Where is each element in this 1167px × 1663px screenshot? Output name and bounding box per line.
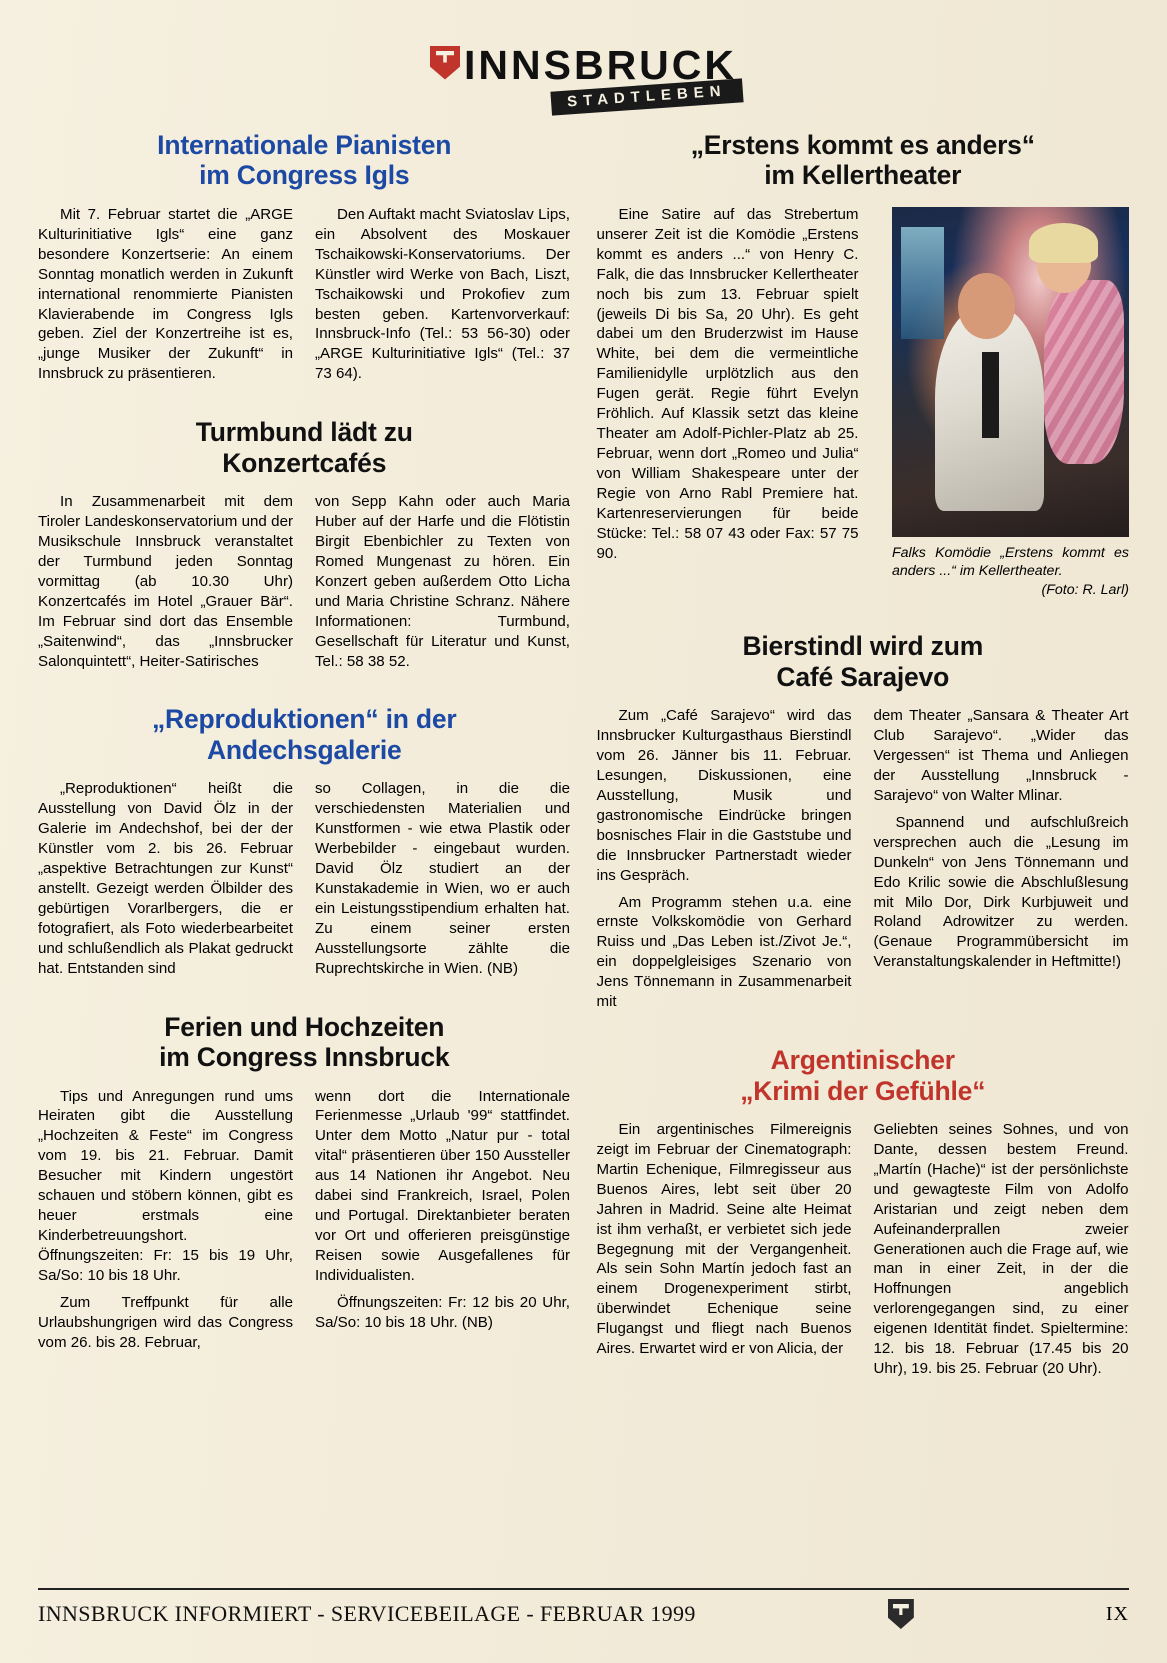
- page-number: IX: [1105, 1602, 1129, 1625]
- paragraph: Zum Treffpunkt für alle Urlaubshungrigen wird das Congress vom 26. bis 28. Februar,: [38, 1293, 293, 1351]
- article-erstens-kommt-es-anders: [597, 130, 1130, 605]
- article-columns: [38, 205, 571, 391]
- column-left: [597, 1120, 852, 1386]
- column-left: [38, 492, 293, 678]
- article-columns: [597, 1120, 1130, 1386]
- title-line-2: Konzertcafés: [222, 447, 387, 478]
- page-footer: [38, 1588, 1129, 1629]
- column-left: [38, 779, 293, 985]
- title-line-1: „Erstens kommt es anders“: [690, 130, 1035, 160]
- paragraph: wenn dort die Internationale Ferienmesse „Urlaub '99“ stattfindet. Unter dem Motto „Natur pur - total vital“ präsentieren über 150 Aussteller aus 14 Nationen ihr Angebot. Neu dabei sind Frankreich, Israel, Polen und Portugal. Direktanbieter beraten vor Ort und offerieren preisgünstige Reisen sowie Ausgefallenes für Individualisten.: [315, 1087, 570, 1284]
- article-title-ferien: [38, 1012, 571, 1073]
- paragraph: so Collagen, in die die verschiedensten Materialien und Kunstformen - wie etwa Plastik oder Werbebilder - eingebaut wurden. David Ölz studiert an der Kunstakademie in Wien, wo er auch ein Leistungsstipendium erhalten hat. Zu einem seiner ersten Ausstellungsorte zählte die Ruprechtskirche in Wien. (NB): [315, 780, 570, 977]
- article-columns: [597, 706, 1130, 1019]
- paragraph: Eine Satire auf das Strebertum unserer Zeit ist die Komödie „Erstens kommt es anders ...“ von Henry C. Falk, die das Innsbrucker Kellertheater noch bis zum 13. Februar spielt (jeweils Di bis Sa, 20 Uhr). Es geht dabei um den Bruderzwist im Hause White, bei dem die vermeintliche Familienidylle urplötzlich aus den Fugen gerät. Regie führt Evelyn Fröhlich. Auf Klassik setzt das kleine Theater am Adolf-Pichler-Platz ab 25. Februar, wenn dort „Romeo und Julia“ von William Shakespeare unter der Regie von Arno Rabl Premiere hat. Kartenreservierungen für beide Stücke: Tel.: 58 07 43 oder Fax: 57 75 90.: [596, 205, 859, 562]
- title-line-1: Internationale Pianisten: [157, 130, 452, 160]
- paragraph: Ein argentinisches Filmereignis zeigt im Februar der Cinematograph: Martin Echenique, Filmregisseur aus Buenos Aires, lebt seit über 20 Jahren in Madrid. Seine alte Heimat ist ihm verhaßt, er verbietet sich jede Begegnung mit der Vergangenheit. Als sein Sohn Martín jedoch fast an einem Drogenexperiment stirbt, überwindet Echenique seine Flugangst und fliegt nach Buenos Aires. Erwartet wird er von Alicia, der: [596, 1121, 852, 1358]
- title-line-1: Turmbund lädt zu: [195, 417, 413, 448]
- photo-actor-tie: [982, 352, 999, 438]
- paragraph: Öffnungszeiten: Fr: 12 bis 20 Uhr, Sa/So: 10 bis 18 Uhr. (NB): [315, 1293, 570, 1331]
- title-line-2: Andechsgalerie: [206, 734, 402, 765]
- title-line-1: Argentinischer: [770, 1045, 955, 1076]
- column-right: [315, 1087, 570, 1360]
- article-title-reproduktionen: [38, 704, 571, 765]
- title-line-1: Ferien und Hochzeiten: [164, 1011, 445, 1042]
- paragraph: Spannend und aufschlußreich versprechen auch die „Lesung im Dunkeln“ von Jens Tönnemann und Edo Krilic sowie die Abschlußlesung mit Milo Dor, Dirk Kurbjuweit und Roland Adrowitzer zu werden. (Genaue Programmübersicht im Veranstaltungskalender in Heftmitte!): [873, 813, 1129, 971]
- article-title-krimi: [597, 1045, 1130, 1106]
- article-reproduktionen: [38, 704, 571, 985]
- column-left: [38, 1087, 293, 1360]
- photo-stage-light: [901, 227, 944, 339]
- column-right: [874, 1120, 1129, 1386]
- photo-actor-head: [958, 273, 1015, 339]
- caption-text: Falks Komödie „Erstens kommt es anders ...“ im Kellertheater.: [892, 544, 1129, 580]
- paragraph: Mit 7. Februar startet die „ARGE Kulturinitiative Igls“ eine ganz besondere Konzertserie: An einem Sonntag monatlich werden in Zukunft international renommierte Pianisten Klavierabende im Congress Igls geben. Ziel der Konzertreihe ist es, „junge Musiker der Zukunft“ in Innsbruck zu präsentieren.: [38, 205, 293, 383]
- photo-actress-hair: [1029, 223, 1098, 263]
- paragraph: Tips und Anregungen rund ums Heiraten gibt die Ausstellung „Hochzeiten & Feste“ im Congress vom 19. bis 21. Februar. Damit Besucher mit Kindern ungestört schauen und stöbern können, gibt es heuer erstmals eine Kinderbetreuungshort. Öffnungszeiten: Fr: 15 bis 19 Uhr, Sa/So: 10 bis 18 Uhr.: [38, 1087, 293, 1284]
- article-title-turmbund: [38, 417, 571, 478]
- article-body-with-photo: [597, 205, 1130, 605]
- article-columns: [38, 492, 571, 678]
- title-line-2: im Congress Innsbruck: [159, 1042, 450, 1073]
- title-line-2: im Congress Igls: [199, 160, 410, 191]
- title-line-2: Café Sarajevo: [776, 661, 950, 692]
- footer-text: INNSBRUCK INFORMIERT - SERVICEBEILAGE - FEBRUAR 1999: [38, 1601, 696, 1626]
- page-content: [38, 130, 1129, 1412]
- masthead: [38, 24, 1129, 111]
- right-half: [597, 130, 1130, 1412]
- left-half: [38, 130, 571, 1412]
- paragraph: Den Auftakt macht Sviatoslav Lips, ein Absolvent des Moskauer Tschaikowski-Konservatoriums. Der Künstler wird Werke von Bach, Liszt, Tschaikowski und Prokofiev zum besten geben. Kartenvorverkauf: Innsbruck-Info (Tel.: 53 56-30) oder „ARGE Kulturinitiative Igls“ (Tel.: 37 73 64).: [315, 205, 570, 383]
- article-krimi-der-gefuehle: [597, 1045, 1130, 1386]
- caption-credit: (Foto: R. Larl): [1041, 581, 1129, 598]
- title-line-2: im Kellertheater: [764, 160, 962, 191]
- article-ferien: [38, 1012, 571, 1360]
- paragraph: „Reproduktionen“ heißt die Ausstellung von David Ölz in der Galerie im Andechshof, bei der der Künstler vom 2. bis 26. Februar „aspektive Betrachtungen zur Kunst“ anstellt. Gezeigt werden Ölbilder des gebürtigen Vorarlbergers, die er fotografiert, als Foto wiederbearbeitet und schlußendlich als Plakat gedruckt hat. Entstanden sind: [38, 780, 293, 977]
- article-title-erstens: [597, 130, 1130, 191]
- paragraph: dem Theater „Sansara & Theater Art Club Sarajevo“. „Wider das Vergessen“ ist Thema und Anliegen der Ausstellung „Innsbruck - Sarajevo“ von Walter Mlinar.: [873, 707, 1129, 804]
- article-bierstindl: [597, 631, 1130, 1019]
- title-line-1: Bierstindl wird zum: [742, 631, 984, 662]
- article-columns: [38, 779, 571, 985]
- article-title-bierstindl: [597, 631, 1130, 692]
- paragraph: Zum „Café Sarajevo“ wird das Innsbrucker Kulturgasthaus Bierstindl vom 26. Jänner bis 11. Februar. Lesungen, Diskussionen, eine Ausstellung, Musik und gastronomische Eindrücke bringen bosnisches Flair in die Gaststube und die Innsbrucker Partnerstadt wieder ins Gespräch.: [596, 707, 852, 884]
- title-line-2: „Krimi der Gefühle“: [740, 1075, 986, 1106]
- masthead-title: INNSBRUCK: [464, 42, 737, 88]
- column-left: [597, 706, 852, 1019]
- article-title-pianisten: [38, 130, 571, 191]
- photo-figure: [892, 207, 1129, 599]
- column-right: [315, 492, 570, 678]
- article-pianisten: [38, 130, 571, 391]
- column-right: [315, 779, 570, 985]
- paragraph: Geliebten seines Sohnes, und von Dante, dessen bestem Freund. „Martín (Hache)“ ist der persönlichste und gewagteste Film von Adolfo Aristarian und zeigt neben dem Aufeinanderprallen zweier Generationen auch die Frage auf, wie man in einer Zeit, in der die Hoffnungen angeblich verlorengegangen sind, zu einer eigenen Identität findet. Spieltermine: 12. bis 18. Februar (17.45 bis 20 Uhr), 19. bis 25. Februar (20 Uhr).: [873, 1121, 1129, 1378]
- paragraph: Am Programm stehen u.a. eine ernste Volkskomödie von Gerhard Ruiss und „Das Leben ist./Zivot Je.“, ein doppelgleisiges Szenario von Jens Tönnemann in Zusammenarbeit mit: [596, 893, 852, 1011]
- column-right: [874, 706, 1129, 1019]
- article-turmbund: [38, 417, 571, 678]
- kellertheater-production-photo: [892, 207, 1129, 537]
- title-line-1: „Reproduktionen“ in der: [151, 704, 457, 735]
- masthead-inner: [430, 24, 737, 111]
- paragraph: In Zusammenarbeit mit dem Tiroler Landeskonservatorium und der Musikschule Innsbruck veranstaltet der Turmbund jeden Sonntag vormittag (ab 10.30 Uhr) Konzertcafés im Hotel „Grauer Bär“. Im Februar sind dort das Ensemble „Saitenwind“, das „Innsbrucker Salonquintett“, Heiter-Satirisches: [38, 493, 293, 670]
- paragraph: von Sepp Kahn oder auch Maria Huber auf der Harfe und die Flötistin Birgit Ebenbichler zu Texten von Romed Mungenast zu hören. Ein Konzert geben außerdem Otto Licha und Maria Christine Schranz. Nähere Informationen: Turmbund, Gesellschaft für Literatur und Kunst, Tel.: 58 38 52.: [315, 493, 570, 670]
- masthead-subtitle: STADTLEBEN: [551, 78, 744, 115]
- innsbruck-crest-icon: [430, 46, 460, 80]
- column-right: [315, 205, 570, 391]
- photo-feather-boa: [1044, 280, 1125, 465]
- photo-caption: [892, 544, 1129, 599]
- article-columns: [38, 1087, 571, 1360]
- column-left: [38, 205, 293, 391]
- innsbruck-crest-icon: [888, 1599, 914, 1629]
